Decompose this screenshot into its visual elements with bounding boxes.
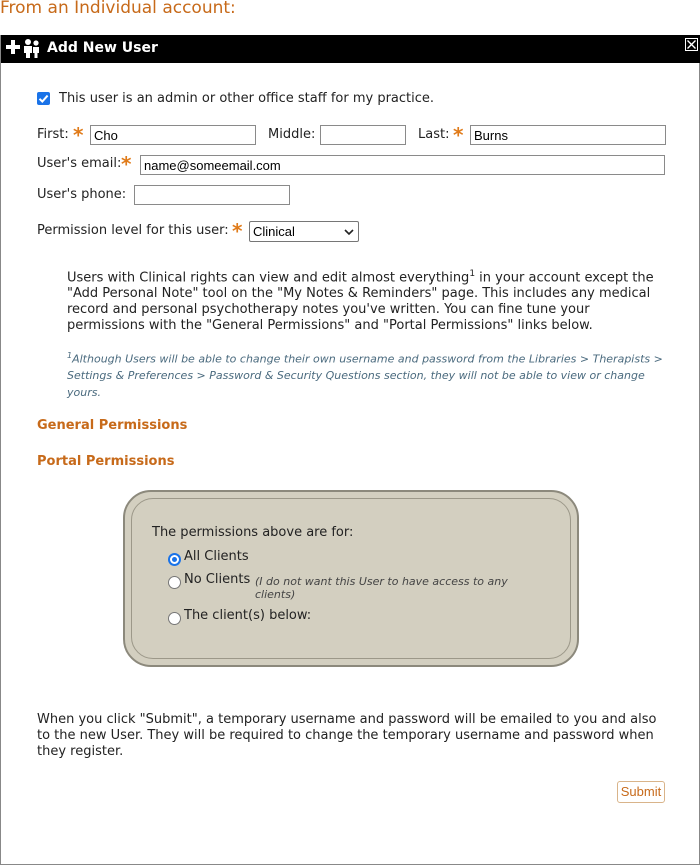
permissions-heading: The permissions above are for: — [152, 525, 354, 540]
permission-level-select[interactable] — [249, 221, 359, 242]
permission-level-label: Permission level for this user: — [37, 223, 229, 238]
admin-checkbox[interactable] — [37, 92, 50, 105]
radio-no-clients-label[interactable]: No Clients — [184, 572, 251, 587]
last-name-input[interactable] — [470, 125, 666, 145]
middle-name-input[interactable] — [320, 125, 406, 145]
submit-instructions: When you click "Submit", a temporary username and password will be emailed to you and also to the new User. They will be required to change the temporary username and password when they register. — [37, 712, 657, 759]
radio-all-clients[interactable] — [168, 553, 181, 566]
middle-name-label: Middle: — [268, 127, 316, 142]
chevron-down-icon — [344, 228, 354, 236]
phone-label: User's phone: — [37, 187, 127, 202]
no-clients-note: (I do not want this User to have access to any clients) — [255, 575, 508, 601]
submit-button[interactable]: Submit — [617, 781, 665, 803]
admin-checkbox-label: This user is an admin or other office staff for my practice. — [59, 91, 435, 106]
required-mark: * — [232, 219, 243, 243]
close-icon — [685, 38, 698, 51]
permission-level-value: Clinical — [253, 224, 295, 239]
dialog-title: Add New User — [47, 40, 158, 56]
first-name-label: First: — [37, 127, 69, 142]
plus-icon — [6, 40, 20, 58]
permissions-panel — [123, 490, 579, 667]
radio-no-clients[interactable] — [168, 576, 181, 589]
permission-description: Users with Clinical rights can view and edit almost everything$^1$ in your account except the "Add Personal Note" tool on the "My Notes & Reminders" page. This includes any medical record and personal psychotherapy notes you've written. You can fine tune your permissions with the "General Permissions" and "Portal Permissions" links below. — [67, 269, 654, 334]
close-button[interactable] — [685, 38, 698, 51]
general-permissions-link[interactable]: General Permissions — [37, 418, 188, 433]
required-mark: * — [73, 123, 84, 147]
last-name-label: Last: — [418, 127, 450, 142]
required-mark: * — [453, 123, 464, 147]
users-icon — [23, 38, 41, 62]
required-mark: * — [121, 152, 132, 176]
radio-selected-clients-label[interactable]: The client(s) below: — [184, 608, 312, 623]
add-user-dialog — [0, 35, 700, 865]
footnote: $^1$Although Users will be able to change their own username and password from the Libraries > Therapists > Settings & Preferences > Password & Security Questions section, they will not be able to view or change yours. — [67, 351, 663, 399]
page-heading: From an Individual account: — [0, 0, 236, 18]
portal-permissions-link[interactable]: Portal Permissions — [37, 454, 175, 469]
first-name-input[interactable] — [90, 125, 256, 145]
email-label: User's email: — [37, 156, 122, 171]
radio-all-clients-label[interactable]: All Clients — [184, 549, 249, 564]
dialog-titlebar — [1, 35, 700, 63]
radio-selected-clients[interactable] — [168, 612, 181, 625]
email-input[interactable] — [140, 155, 665, 175]
phone-input[interactable] — [134, 185, 290, 205]
checkmark-icon — [37, 92, 50, 105]
